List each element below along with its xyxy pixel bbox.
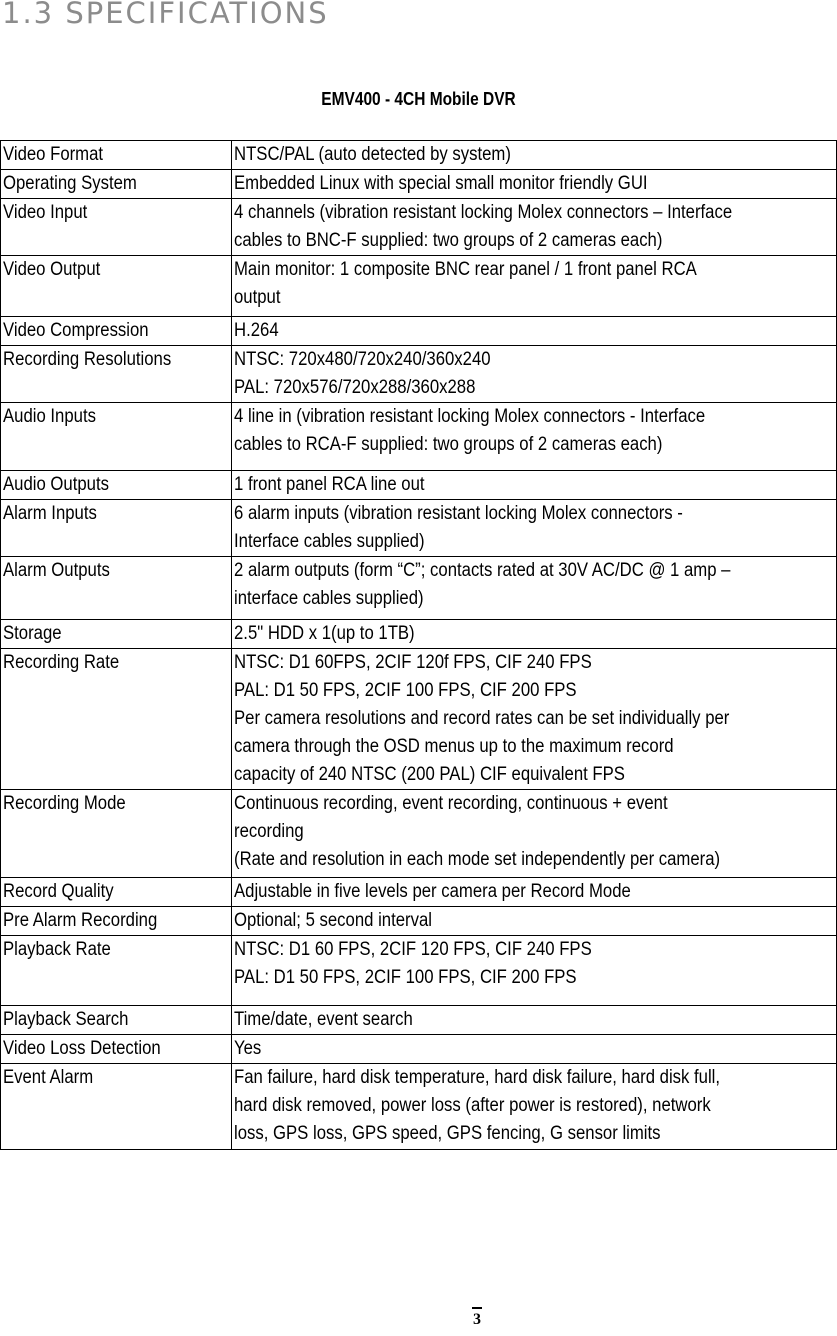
- spec-row-video-loss-detection: [1, 1035, 837, 1064]
- spec-label: Event Alarm: [1, 1064, 232, 1150]
- spec-row-record-quality: [1, 878, 837, 907]
- specifications-table: [0, 140, 837, 1150]
- spec-label: Audio Outputs: [1, 471, 232, 500]
- spec-row-pre-alarm-recording: [1, 907, 837, 936]
- spec-value: Continuous recording, event recording, continuous + event recording (Rate and resolution in each mode set independently per camera): [232, 790, 837, 878]
- spec-label: Video Compression: [1, 317, 232, 346]
- spec-row-video-compression: [1, 317, 837, 346]
- spec-label: Operating System: [1, 170, 232, 199]
- spec-label: Playback Rate: [1, 936, 232, 1006]
- spec-label: Alarm Inputs: [1, 500, 232, 557]
- spec-label: Video Input: [1, 199, 232, 256]
- spec-row-recording-resolutions: [1, 346, 837, 403]
- spec-row-video-format: [1, 141, 837, 170]
- spec-value: Adjustable in five levels per camera per Record Mode: [232, 878, 837, 907]
- spec-row-playback-search: [1, 1006, 837, 1035]
- spec-value: Yes: [232, 1035, 837, 1064]
- spec-label: Video Format: [1, 141, 232, 170]
- spec-label: Recording Resolutions: [1, 346, 232, 403]
- spec-value: Time/date, event search: [232, 1006, 837, 1035]
- spec-value: Optional; 5 second interval: [232, 907, 837, 936]
- spec-row-storage: [1, 620, 837, 649]
- spec-label: Recording Rate: [1, 649, 232, 790]
- spec-row-audio-inputs: [1, 403, 837, 471]
- spec-row-playback-rate: [1, 936, 837, 1006]
- spec-value: NTSC: 720x480/720x240/360x240 PAL: 720x576/720x288/360x288: [232, 346, 837, 403]
- page-number: [466, 1307, 488, 1329]
- spec-row-audio-outputs: [1, 471, 837, 500]
- spec-value: 2 alarm outputs (form “C”; contacts rated at 30V AC/DC @ 1 amp – interface cables supplied): [232, 557, 837, 620]
- spec-value: H.264: [232, 317, 837, 346]
- spec-value: 4 channels (vibration resistant locking Molex connectors – Interface cables to BNC-F supplied: two groups of 2 cameras each): [232, 199, 837, 256]
- spec-row-recording-mode: [1, 790, 837, 878]
- spec-row-recording-rate: [1, 649, 837, 790]
- spec-row-video-input: [1, 199, 837, 256]
- spec-label: Audio Inputs: [1, 403, 232, 471]
- document-title: EMV400 - 4CH Mobile DVR: [321, 89, 516, 109]
- page-number-rule: [472, 1307, 482, 1309]
- spec-label: Video Output: [1, 256, 232, 317]
- spec-value: 4 line in (vibration resistant locking Molex connectors - Interface cables to RCA-F supplied: two groups of 2 cameras each): [232, 403, 837, 471]
- spec-row-event-alarm: [1, 1064, 837, 1150]
- spec-value: Embedded Linux with special small monitor friendly GUI: [232, 170, 837, 199]
- spec-label: Record Quality: [1, 878, 232, 907]
- spec-value: NTSC: D1 60 FPS, 2CIF 120 FPS, CIF 240 FPS PAL: D1 50 FPS, 2CIF 100 FPS, CIF 200 FPS: [232, 936, 837, 1006]
- spec-row-alarm-outputs: [1, 557, 837, 620]
- spec-value: Fan failure, hard disk temperature, hard disk failure, hard disk full, hard disk removed, power loss (after power is restored), network loss, GPS loss, GPS speed, GPS fencing, G sensor limits: [232, 1064, 837, 1150]
- spec-label: Pre Alarm Recording: [1, 907, 232, 936]
- spec-value: NTSC: D1 60FPS, 2CIF 120f FPS, CIF 240 FPS PAL: D1 50 FPS, 2CIF 100 FPS, CIF 200 FPS Per camera resolutions and record rates can be set individually per camera through the OSD menus up to the maximum record capacity of 240 NTSC (200 PAL) CIF equivalent FPS: [232, 649, 837, 790]
- spec-value: NTSC/PAL (auto detected by system): [232, 141, 837, 170]
- spec-label: Storage: [1, 620, 232, 649]
- spec-value: 6 alarm inputs (vibration resistant locking Molex connectors - Interface cables supplied): [232, 500, 837, 557]
- section-heading: 1.3 SPECIFICATIONS: [2, 0, 329, 30]
- spec-row-operating-system: [1, 170, 837, 199]
- spec-row-alarm-inputs: [1, 500, 837, 557]
- spec-row-video-output: [1, 256, 837, 317]
- spec-value: 2.5" HDD x 1(up to 1TB): [232, 620, 837, 649]
- spec-label: Alarm Outputs: [1, 557, 232, 620]
- spec-label: Recording Mode: [1, 790, 232, 878]
- spec-label: Playback Search: [1, 1006, 232, 1035]
- spec-value: 1 front panel RCA line out: [232, 471, 837, 500]
- spec-value: Main monitor: 1 composite BNC rear panel / 1 front panel RCA output: [232, 256, 837, 317]
- spec-label: Video Loss Detection: [1, 1035, 232, 1064]
- page-number-text: 3: [473, 1311, 481, 1328]
